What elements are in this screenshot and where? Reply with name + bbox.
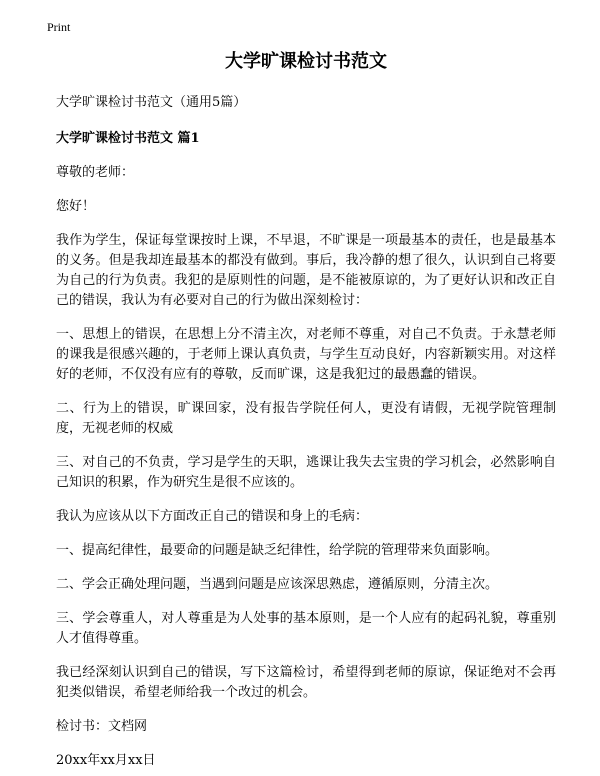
paragraph-point-1: 一、思想上的错误，在思想上分不清主次，对老师不尊重，对自己不负责。于永慧老师的课我是很感兴趣的，于老师上课认真负责，与学生互动良好，内容新颖实用。对这样好的老师，不仅没有应有的尊敬，反而旷课，这是我犯过的最愚蠢的错误。	[56, 327, 556, 382]
paragraph-signature: 检讨书：文档网	[56, 719, 148, 734]
paragraph-intro: 我作为学生，保证每堂课按时上课，不早退，不旷课是一项最基本的责任，也是最基本的义务。但是我却连最基本的都没有做到。事后，我冷静的想了很久，认识到自己将要为自己的行为负责。我犯的是原则性的问题，是不能被原谅的，为了更好认识和改正自己的错误，我认为有必要对自己的行为做出深刻检讨：	[56, 233, 556, 308]
paragraph-correction-3: 三、学会尊重人，对人尊重是为人处事的基本原则，是一个人应有的起码礼貌，尊重别人才值得尊重。	[56, 611, 556, 646]
paragraph-greeting: 您好！	[56, 199, 96, 214]
document-date: 20xx年xx月xx日	[56, 753, 156, 768]
document-page	[56, 50, 556, 771]
paragraph-point-3: 三、对自己的不负责，学习是学生的天职，逃课让我失去宝贵的学习机会，必然影响自己知识的积累，作为研究生是很不应该的。	[56, 455, 556, 490]
paragraph-conclusion: 我已经深刻认识到自己的错误，写下这篇检讨，希望得到老师的原谅，保证绝对不会再犯类似错误，希望老师给我一个改过的机会。	[56, 665, 556, 700]
paragraph-correction-2: 二、学会正确处理问题，当遇到问题是应该深思熟虑，遵循原则，分清主次。	[56, 577, 499, 592]
document-title: 大学旷课检讨书范文	[225, 51, 387, 72]
paragraph-correction-intro: 我认为应该从以下方面改正自己的错误和身上的毛病：	[56, 509, 369, 524]
paragraph-point-2: 二、行为上的错误，旷课回家，没有报告学院任何人，更没有请假，无视学院管理制度，无视老师的权威	[56, 401, 556, 436]
paragraph-correction-1: 一、提高纪律性，最要命的问题是缺乏纪律性，给学院的管理带来负面影响。	[56, 543, 499, 558]
section-heading: 大学旷课检讨书范文 篇1	[56, 131, 200, 146]
print-label: Print	[47, 20, 71, 34]
document-subtitle: 大学旷课检讨书范文（通用5篇）	[56, 95, 247, 110]
paragraph-salutation: 尊敬的老师：	[56, 165, 135, 180]
